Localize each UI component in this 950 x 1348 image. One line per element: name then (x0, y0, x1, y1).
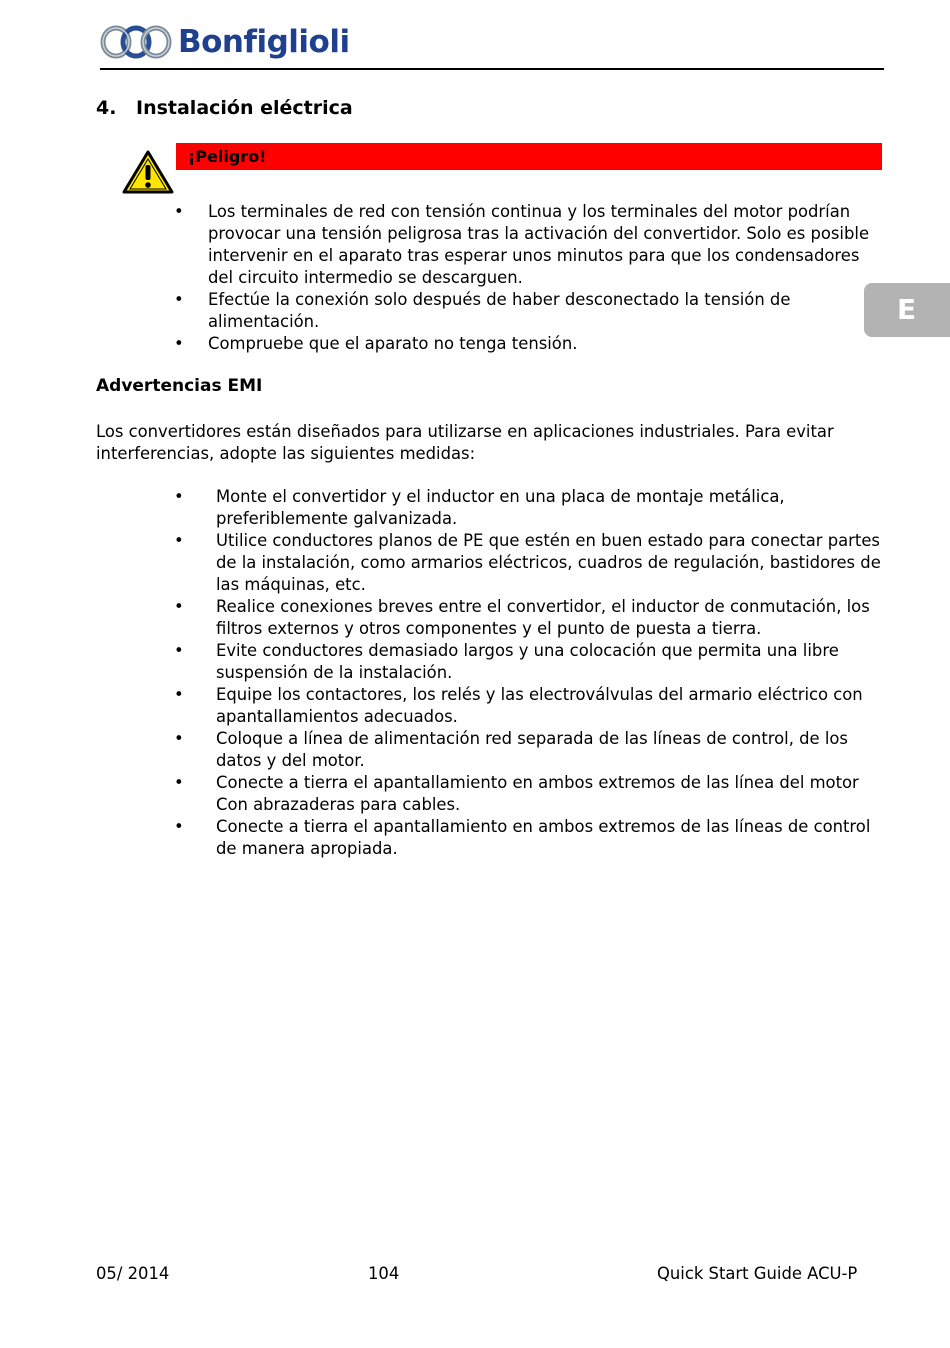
emi-intro-paragraph: Los convertidores están diseñados para utilizarse en aplicaciones industriales. Para evitar interferencias, adopte las siguientes medidas: (96, 422, 834, 463)
section-title: Instalación eléctrica (136, 97, 353, 119)
list-item: • Realice conexiones breves entre el convertidor, el inductor de conmutación, los filtros externos y otros componentes y el punto de puesta a tierra. (170, 596, 886, 640)
section-number: 4. (96, 97, 117, 119)
list-item: • Equipe los contactores, los relés y las electroválvulas del armario eléctrico con apantallamientos adecuados. (170, 684, 886, 728)
danger-banner: ¡Peligro! (176, 143, 882, 170)
company-logo (100, 22, 350, 62)
list-item: • Evite conductores demasiado largos y una colocación que permita una libre suspensión de la instalación. (170, 640, 886, 684)
list-item: • Conecte a tierra el apantallamiento en ambos extremos de las línea del motor Con abrazaderas para cables. (170, 772, 886, 816)
emi-list (170, 486, 886, 860)
emi-heading: Advertencias EMI (96, 376, 263, 396)
section-heading (96, 97, 353, 119)
language-tab: E (864, 283, 950, 337)
page-header (100, 18, 884, 70)
warning-triangle-icon (122, 150, 174, 198)
list-item: • Coloque a línea de alimentación red separada de las líneas de control, de los datos y del motor. (170, 728, 886, 772)
logo-wordmark: Bonfiglioli (178, 24, 350, 60)
list-item: • Efectúe la conexión solo después de haber desconectado la tensión de alimentación. (170, 289, 870, 333)
footer-page-number: 104 (368, 1264, 400, 1283)
logo-chain-icon (100, 23, 172, 61)
footer-doc-title: Quick Start Guide ACU-P (657, 1264, 858, 1283)
list-item: • Monte el convertidor y el inductor en una placa de montaje metálica, preferiblemente galvanizada. (170, 486, 886, 530)
footer-date: 05/ 2014 (96, 1264, 170, 1283)
list-item: • Utilice conductores planos de PE que estén en buen estado para conectar partes de la instalación, como armarios eléctricos, cuadros de regulación, bastidores de las máquinas, etc. (170, 530, 886, 596)
list-item: • Los terminales de red con tensión continua y los terminales del motor podrían provocar una tensión peligrosa tras la activación del convertidor. Solo es posible intervenir en el aparato tras esperar unos minutos para que los condensadores del circuito intermedio se descarguen. (170, 201, 870, 289)
danger-list (170, 201, 870, 355)
list-item: • Conecte a tierra el apantallamiento en ambos extremos de las líneas de control de manera apropiada. (170, 816, 886, 860)
list-item: • Compruebe que el aparato no tenga tensión. (170, 333, 870, 355)
